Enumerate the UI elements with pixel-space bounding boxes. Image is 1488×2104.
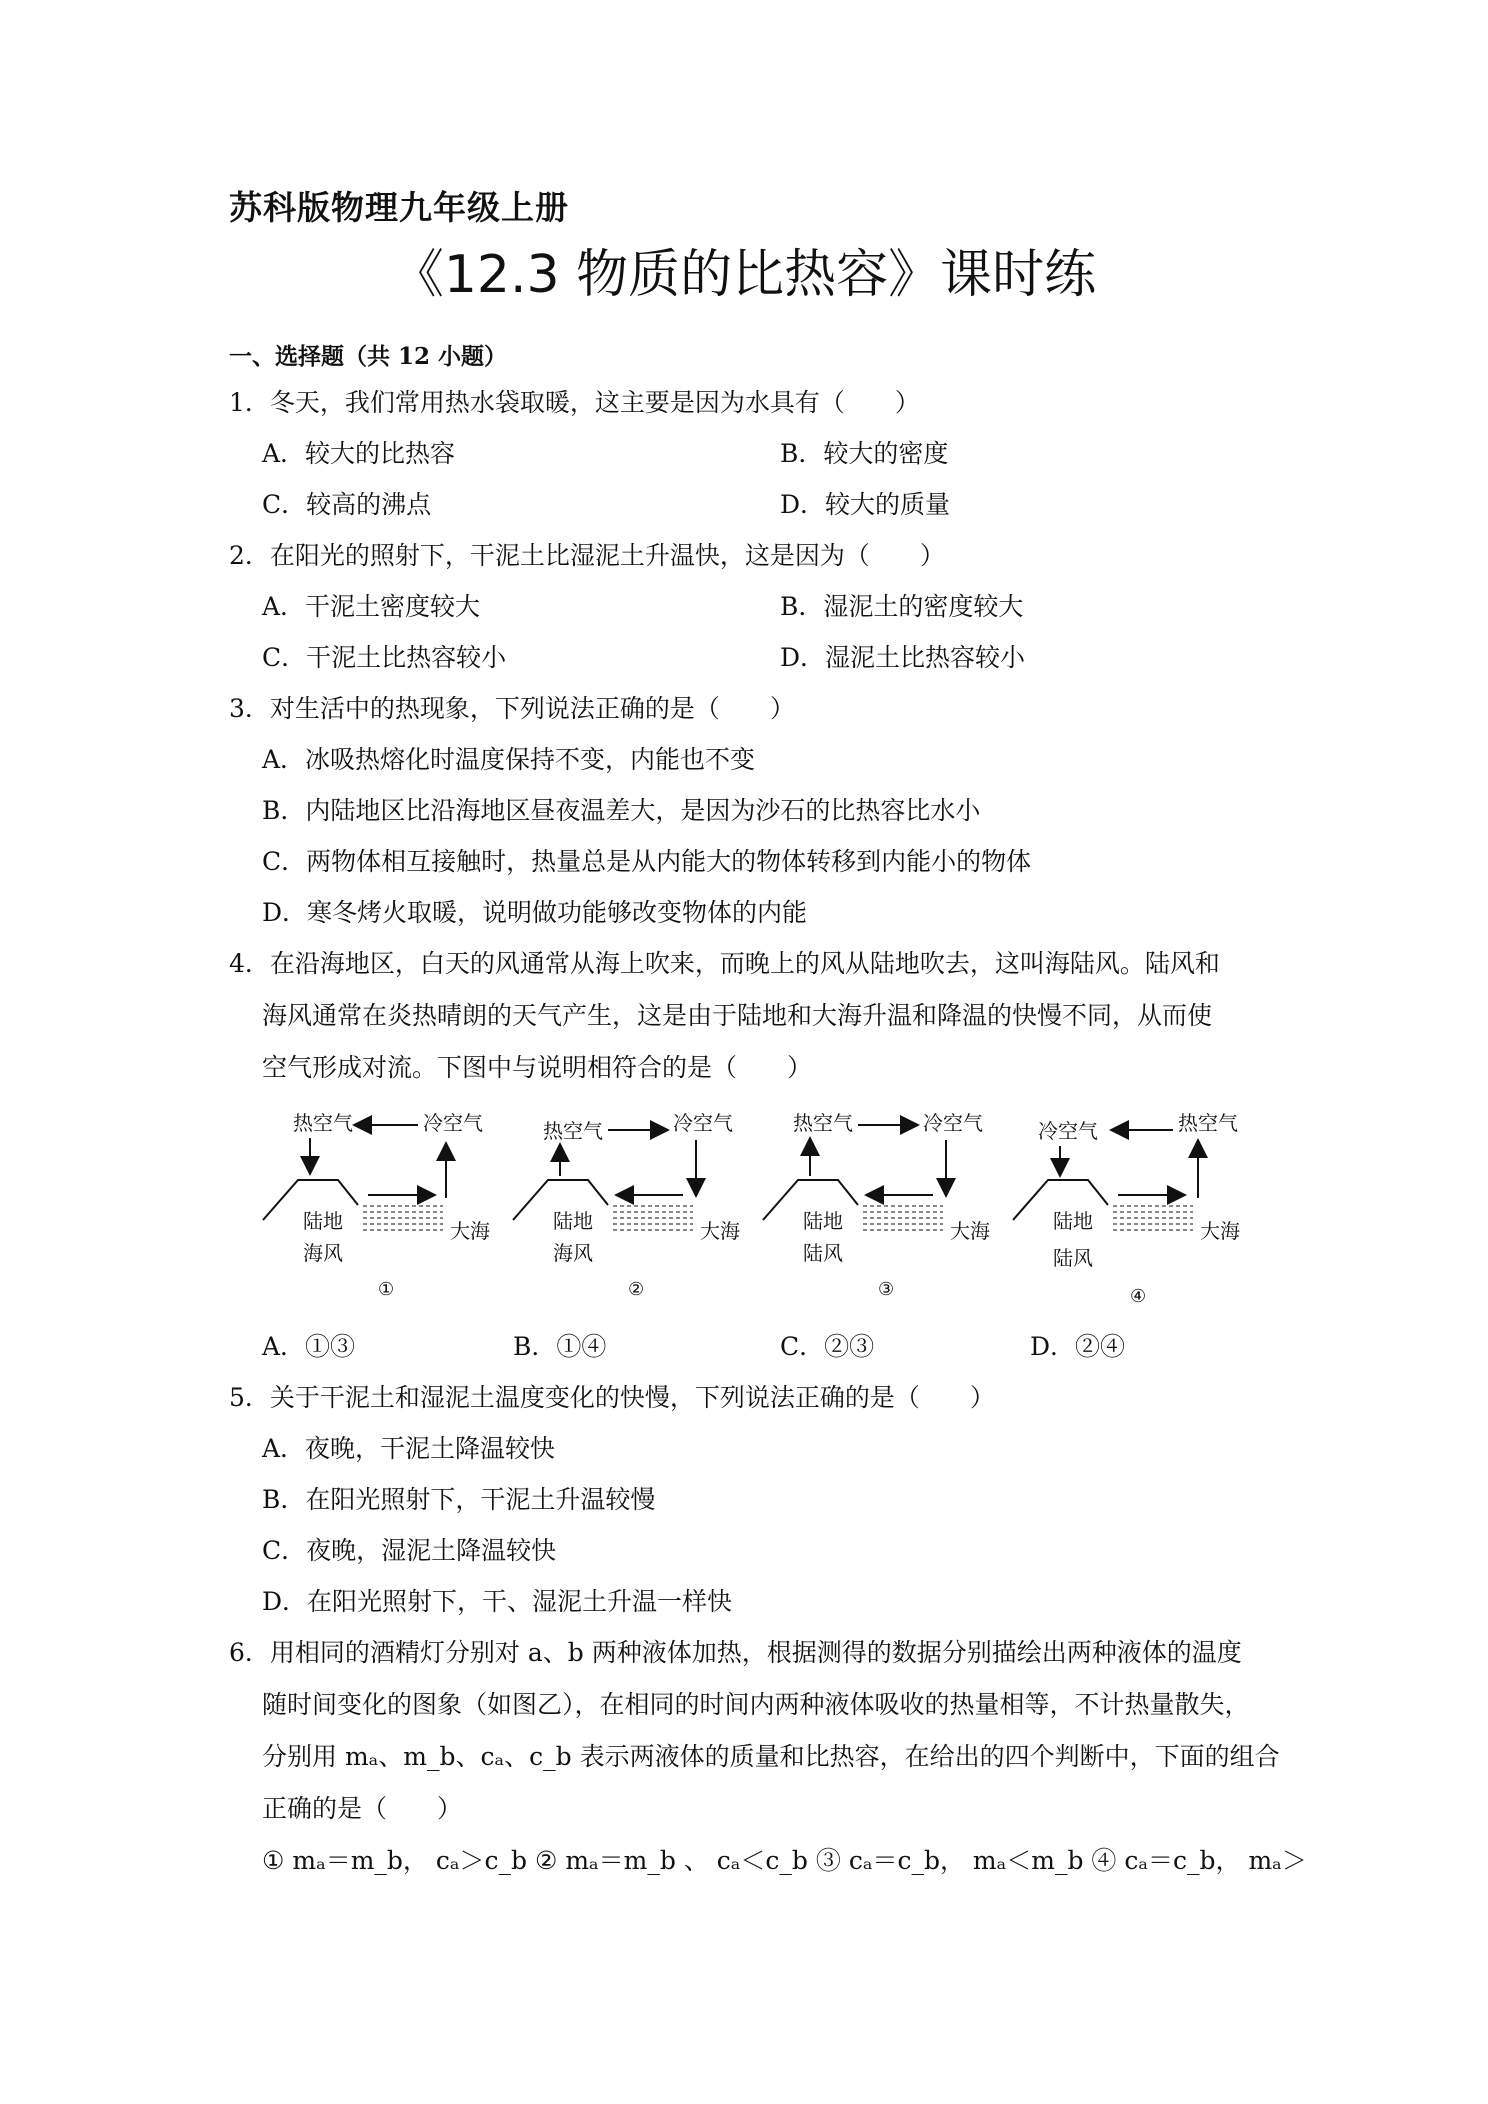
d2-breeze-label: 海风 [553,1241,593,1265]
d4-breeze-label: 陆风 [1053,1246,1093,1270]
question-4-stem-line-3: 空气形成对流。下图中与说明相符合的是（ ） [262,1053,813,1082]
q4-option-d: D．②④ [1030,1332,1126,1361]
section-heading: 一、选择题（共 12 小题） [229,343,508,370]
d4-number: ④ [1130,1286,1147,1307]
q5-option-a: A．夜晚，干泥土降温较快 [262,1434,556,1463]
question-6-stem-line-4: 正确的是（ ） [262,1794,463,1823]
diagram-4 [1013,1111,1240,1307]
q5-option-d: D．在阳光照射下，干、湿泥土升温一样快 [262,1587,733,1616]
question-4-stem-line-1: 4．在沿海地区，白天的风通常从海上吹来，而晚上的风从陆地吹去，这叫海陆风。陆风和 [229,949,1220,978]
document-title: 《12.3 物质的比热容》课时练 [391,245,1097,305]
q3-option-b: B．内陆地区比沿海地区昼夜温差大，是因为沙石的比热容比水小 [262,796,981,825]
q4-option-c: C．②③ [780,1332,875,1361]
question-3-stem: 3．对生活中的热现象，下列说法正确的是（ ） [229,694,795,723]
q2-option-d: D．湿泥土比热容较小 [780,643,1026,672]
q5-option-b: B．在阳光照射下，干泥土升温较慢 [262,1485,656,1514]
d2-cold-air-label: 冷空气 [673,1111,733,1135]
d4-sea-label: 大海 [1200,1219,1240,1243]
d3-breeze-label: 陆风 [803,1241,843,1265]
d2-land-label: 陆地 [553,1209,593,1233]
q4-option-a: A．①③ [262,1332,356,1361]
d1-number: ① [378,1279,395,1300]
d3-cold-air-label: 冷空气 [923,1111,983,1135]
d1-land-label: 陆地 [303,1209,343,1233]
q1-option-c: C．较高的沸点 [262,490,432,519]
q2-option-c: C．干泥土比热容较小 [262,643,507,672]
d4-cold-air-label: 冷空气 [1038,1119,1098,1143]
question-6-stem-line-2: 随时间变化的图象（如图乙），在相同的时间内两种液体吸收的热量相等，不计热量散失， [262,1690,1250,1719]
q1-option-d: D．较大的质量 [780,490,951,519]
diagram-3 [763,1111,990,1300]
d1-hot-air-label: 热空气 [293,1111,353,1135]
question-6-stem-line-3: 分别用 mₐ、m_b、cₐ、c_b 表示两液体的质量和比热容，在给出的四个判断中，下面的组合 [262,1742,1280,1771]
q3-option-c: C．两物体相互接触时，热量总是从内能大的物体转移到内能小的物体 [262,847,1032,876]
q3-option-a: A．冰吸热熔化时温度保持不变，内能也不变 [262,745,756,774]
question-5-stem: 5．关于干泥土和湿泥土温度变化的快慢，下列说法正确的是（ ） [229,1383,995,1412]
q1-option-b: B．较大的密度 [780,439,949,468]
sea-land-breeze-diagrams [258,1110,1258,1310]
q3-option-d: D．寒冬烤火取暖，说明做功能够改变物体的内能 [262,898,808,927]
d3-number: ③ [878,1279,895,1300]
breeze-diagram-svg [258,1110,1258,1310]
q2-option-b: B．湿泥土的密度较大 [780,592,1024,621]
question-4-stem-line-2: 海风通常在炎热晴朗的天气产生，这是由于陆地和大海升温和降温的快慢不同，从而使 [262,1001,1213,1030]
q5-option-c: C．夜晚，湿泥土降温较快 [262,1536,557,1565]
question-1-stem: 1．冬天，我们常用热水袋取暖，这主要是因为水具有（ ） [229,388,920,417]
question-6-judgments: ① mₐ＝m_b， cₐ＞c_b ② mₐ＝m_b 、 cₐ＜c_b ③ cₐ＝c_b， mₐ＜m_b ④ cₐ＝c_b， mₐ＞ [262,1846,1307,1875]
d1-sea-label: 大海 [450,1219,490,1243]
question-2-stem: 2．在阳光的照射下，干泥土比湿泥土升温快，这是因为（ ） [229,541,945,570]
q4-option-b: B．①④ [513,1332,607,1361]
d2-hot-air-label: 热空气 [543,1119,603,1143]
q2-option-a: A．干泥土密度较大 [262,592,481,621]
d3-hot-air-label: 热空气 [793,1111,853,1135]
d1-cold-air-label: 冷空气 [423,1111,483,1135]
document-subtitle: 苏科版物理九年级上册 [229,188,569,227]
d2-sea-label: 大海 [700,1219,740,1243]
diagram-2 [513,1111,740,1300]
question-6-stem-line-1: 6．用相同的酒精灯分别对 a、b 两种液体加热，根据测得的数据分别描绘出两种液体的温度 [229,1638,1242,1667]
d4-land-label: 陆地 [1053,1209,1093,1233]
diagram-1 [263,1111,490,1300]
d4-hot-air-label: 热空气 [1178,1111,1238,1135]
d2-number: ② [628,1279,645,1300]
d3-land-label: 陆地 [803,1209,843,1233]
d3-sea-label: 大海 [950,1219,990,1243]
d1-breeze-label: 海风 [303,1241,343,1265]
q1-option-a: A．较大的比热容 [262,439,456,468]
